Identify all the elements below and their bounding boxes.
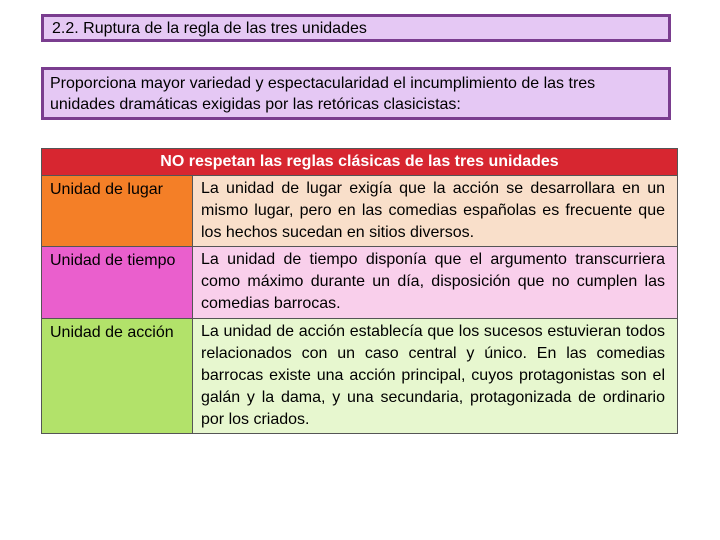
- row-label-tiempo: Unidad de tiempo: [42, 247, 193, 319]
- table-row: [42, 247, 678, 319]
- table-heading: NO respetan las reglas clásicas de las tres unidades: [42, 149, 678, 176]
- intro-text: Proporciona mayor variedad y espectacularidad el incumplimiento de las tres unidades dramáticas exigidas por las retóricas clasicistas:: [50, 75, 596, 113]
- table-row: [42, 319, 678, 434]
- table-row: [42, 176, 678, 247]
- row-text-accion: La unidad de acción establecía que los sucesos estuvieran todos relacionados con un caso central y único. En las comedias barrocas existe una acción principal, cuyos protagonistas son el galán y la dama, y una secundaria, protagonizada de ordinario por los criados.: [193, 319, 678, 434]
- slide-title-text: 2.2. Ruptura de la regla de las tres unidades: [52, 20, 367, 37]
- row-text-tiempo: La unidad de tiempo disponía que el argumento transcurriera como máximo durante un día, disposición que no cumplen las comedias barrocas.: [193, 247, 678, 319]
- intro-box: [41, 67, 671, 120]
- row-label-lugar: Unidad de lugar: [42, 176, 193, 247]
- row-text-lugar: La unidad de lugar exigía que la acción se desarrollara en un mismo lugar, pero en las comedias españolas es frecuente que los hechos sucedan en sitios diversos.: [193, 176, 678, 247]
- row-label-accion: Unidad de acción: [42, 319, 193, 434]
- table-header-row: [42, 149, 678, 176]
- slide-title: [41, 14, 671, 42]
- units-table: [41, 148, 678, 434]
